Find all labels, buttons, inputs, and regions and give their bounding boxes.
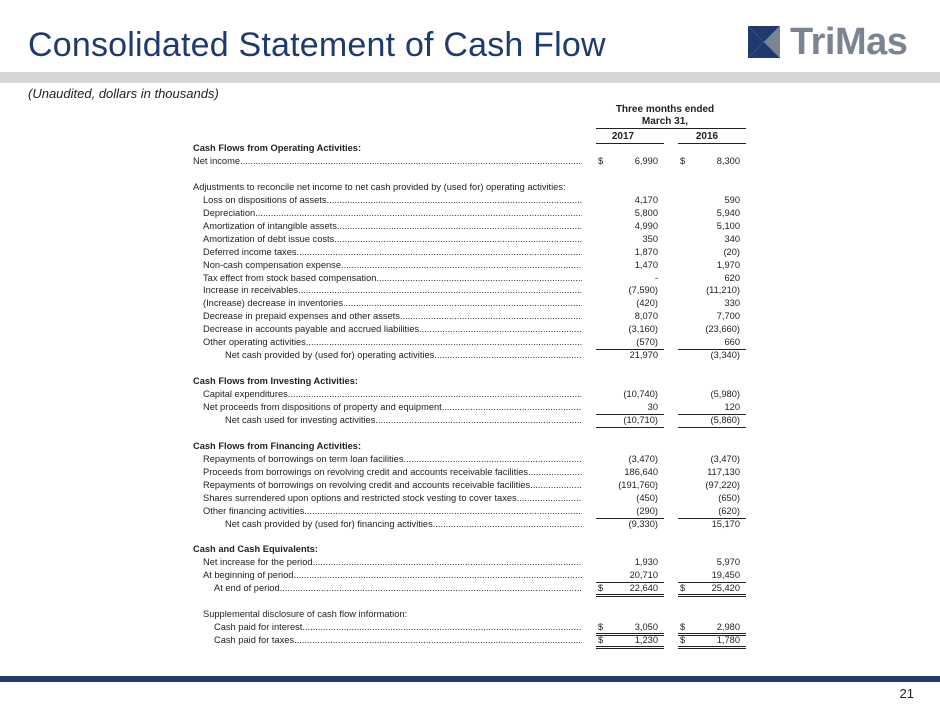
row-label: Net proceeds from dispositions of property and equipment ..... (203, 401, 582, 414)
value-2016: 330 (724, 298, 740, 309)
value-2017: 1,470 (634, 259, 658, 270)
table-row (0, 479, 940, 492)
value-2017: 21,970 (629, 350, 658, 361)
page-title: Consolidated Statement of Cash Flow (28, 26, 606, 64)
table-row (0, 181, 940, 194)
table-row (0, 582, 940, 595)
value-2016: (650) (718, 492, 740, 503)
value-2016: 660 (724, 337, 740, 348)
row-label: Other operating activities ..... (203, 336, 582, 349)
spacer-row (0, 362, 940, 375)
value-2017: 1,870 (634, 246, 658, 257)
value-2016: (5,980) (710, 389, 740, 400)
value-2016: 2,980 (716, 622, 740, 633)
table-row (0, 518, 940, 531)
value-2016: 120 (724, 402, 740, 412)
value-2017: 4,990 (634, 220, 658, 231)
table-row (0, 297, 940, 310)
row-label: Loss on dispositions of assets ..... (203, 194, 582, 207)
spacer-row (0, 595, 940, 608)
value-2017: 20,710 (629, 570, 658, 581)
spacer-row (0, 531, 940, 544)
dollar-sign: $ (598, 155, 604, 166)
row-label: Net cash used for investing activities ..... (225, 414, 582, 427)
row-label: Cash Flows from Operating Activities: (193, 143, 362, 153)
period-header-line1: Three months ended (615, 104, 715, 115)
row-label: Amortization of intangible assets ..... (203, 220, 582, 233)
column-header-2017: 2017 (611, 131, 635, 142)
row-label: Cash Flows from Financing Activities: (193, 440, 362, 451)
value-2017: 1,930 (634, 557, 658, 568)
value-2016: 1,970 (716, 259, 740, 270)
value-2017: 5,800 (634, 207, 658, 218)
value-2016: 5,970 (716, 557, 740, 568)
row-label: Increase in receivables ..... (203, 284, 582, 297)
table-row (0, 466, 940, 479)
row-label: At end of period ..... (214, 582, 582, 595)
row-label: Net cash provided by (used for) operating activities ..... (225, 349, 582, 362)
table-row (0, 259, 940, 272)
value-2016: (5,860) (710, 414, 740, 425)
table-row (0, 375, 940, 388)
value-2016: 19,450 (711, 570, 740, 581)
value-2017: 8,070 (634, 311, 658, 322)
total-double-rule (678, 646, 746, 649)
row-label: Amortization of debt issue costs ..... (203, 233, 582, 246)
value-2016: 590 (724, 194, 740, 205)
row-label: Adjustments to reconcile net income to net cash provided by (used for) operating activities: (193, 181, 566, 192)
row-label: Net income ..... (193, 155, 582, 168)
spacer-row (0, 427, 940, 440)
row-label: Repayments of borrowings on term loan facilities ..... (203, 453, 582, 466)
table-row (0, 543, 940, 556)
value-2017: (3,160) (628, 324, 658, 335)
value-2017: - (654, 272, 658, 283)
value-2017: (3,470) (628, 453, 658, 464)
value-2017: (10,740) (623, 389, 658, 400)
table-row (0, 323, 940, 336)
table-row (0, 142, 940, 155)
row-label: Non-cash compensation expense ..... (203, 259, 582, 272)
value-2017: 6,990 (634, 155, 658, 166)
row-label: At beginning of period ..... (203, 569, 582, 582)
row-label: Repayments of borrowings on revolving credit and accounts receivable facilities ..... (203, 479, 582, 492)
row-label: Cash Flows from Investing Activities: (193, 376, 358, 387)
value-2016: (3,340) (710, 350, 740, 361)
table-row (0, 336, 940, 349)
row-label: Capital expenditures ..... (203, 388, 582, 401)
row-label: Net cash provided by (used for) financing activities ..... (225, 518, 582, 531)
row-label: Decrease in prepaid expenses and other assets ..... (203, 310, 582, 323)
table-row (0, 194, 940, 207)
value-2016: 1,780 (716, 635, 740, 646)
row-label: Decrease in accounts payable and accrued liabilities ..... (203, 323, 582, 336)
table-row (0, 569, 940, 582)
value-2017: 30 (647, 402, 658, 412)
table-row (0, 207, 940, 220)
logo-wordmark: TriMas (790, 21, 908, 63)
value-2017: (7,590) (628, 285, 658, 296)
value-2017: (9,330) (628, 518, 658, 529)
value-2016: (11,210) (706, 285, 740, 296)
row-label: Deferred income taxes ..... (203, 246, 582, 259)
table-row (0, 505, 940, 518)
value-2017: 1,230 (634, 635, 658, 646)
table-row (0, 349, 940, 362)
table-row (0, 233, 940, 246)
value-2016: (97,220) (705, 479, 740, 490)
table-row (0, 220, 940, 233)
table-row (0, 155, 940, 168)
value-2016: 117,130 (707, 466, 740, 477)
row-label: Supplemental disclosure of cash flow information: (203, 609, 408, 620)
table-row (0, 388, 940, 401)
footer-band (0, 676, 940, 682)
table-row (0, 310, 940, 323)
dollar-sign: $ (680, 622, 686, 633)
table-row (0, 634, 940, 647)
table-row (0, 492, 940, 505)
value-2017: (191,760) (618, 479, 658, 490)
table-row (0, 246, 940, 259)
value-2016: 340 (724, 233, 740, 244)
row-label: Cash and Cash Equivalents: (193, 544, 319, 555)
value-2017: (420) (636, 298, 658, 309)
spacer-row (0, 168, 940, 181)
row-label: Cash paid for taxes ..... (214, 634, 582, 647)
table-row (0, 401, 940, 414)
value-2017: (10,710) (623, 414, 658, 425)
table-row (0, 440, 940, 453)
dollar-sign: $ (598, 622, 604, 633)
row-label: Cash paid for interest ..... (214, 621, 582, 634)
period-header-line2: March 31, (641, 116, 689, 127)
row-label: Proceeds from borrowings on revolving credit and accounts receivable facilities ..... (203, 466, 582, 479)
subtitle: (Unaudited, dollars in thousands) (28, 86, 219, 101)
row-label: (Increase) decrease in inventories ..... (203, 297, 582, 310)
dollar-sign: $ (680, 155, 686, 166)
table-row (0, 621, 940, 634)
value-2016: 620 (724, 272, 740, 283)
row-label: Net increase for the period ..... (203, 556, 582, 569)
table-row (0, 284, 940, 297)
row-label: Shares surrendered upon options and restricted stock vesting to cover taxes ..... (203, 492, 582, 505)
table-row (0, 453, 940, 466)
row-label: Tax effect from stock based compensation ..... (203, 272, 582, 285)
dollar-sign: $ (680, 635, 686, 646)
table-row (0, 272, 940, 285)
value-2017: (570) (636, 337, 658, 348)
value-2016: (20) (723, 246, 740, 257)
value-2016: 7,700 (716, 311, 740, 322)
value-2017: 186,640 (624, 466, 658, 477)
value-2016: 15,170 (711, 518, 740, 529)
value-2016: 8,300 (716, 155, 740, 166)
value-2016: 25,420 (711, 583, 740, 594)
dollar-sign: $ (598, 583, 604, 594)
value-2017: (290) (636, 505, 658, 516)
value-2017: 22,640 (629, 583, 658, 594)
value-2017: 4,170 (634, 194, 658, 205)
column-header-2016: 2016 (695, 131, 719, 142)
row-label: Depreciation ..... (203, 207, 582, 220)
value-2016: (23,660) (705, 324, 740, 335)
value-2016: 5,100 (716, 220, 740, 231)
row-label: Other financing activities ..... (203, 505, 582, 518)
value-2017: (450) (636, 492, 658, 503)
table-row (0, 608, 940, 621)
value-2016: (620) (718, 505, 740, 516)
total-double-rule (596, 646, 664, 649)
value-2016: 5,940 (716, 207, 740, 218)
value-2016: (3,470) (710, 453, 740, 464)
value-2017: 350 (642, 233, 658, 244)
table-row (0, 556, 940, 569)
dollar-sign: $ (598, 635, 604, 646)
dollar-sign: $ (680, 583, 686, 594)
table-row (0, 414, 940, 427)
page-number: 21 (899, 686, 914, 701)
value-2017: 3,050 (634, 622, 658, 633)
